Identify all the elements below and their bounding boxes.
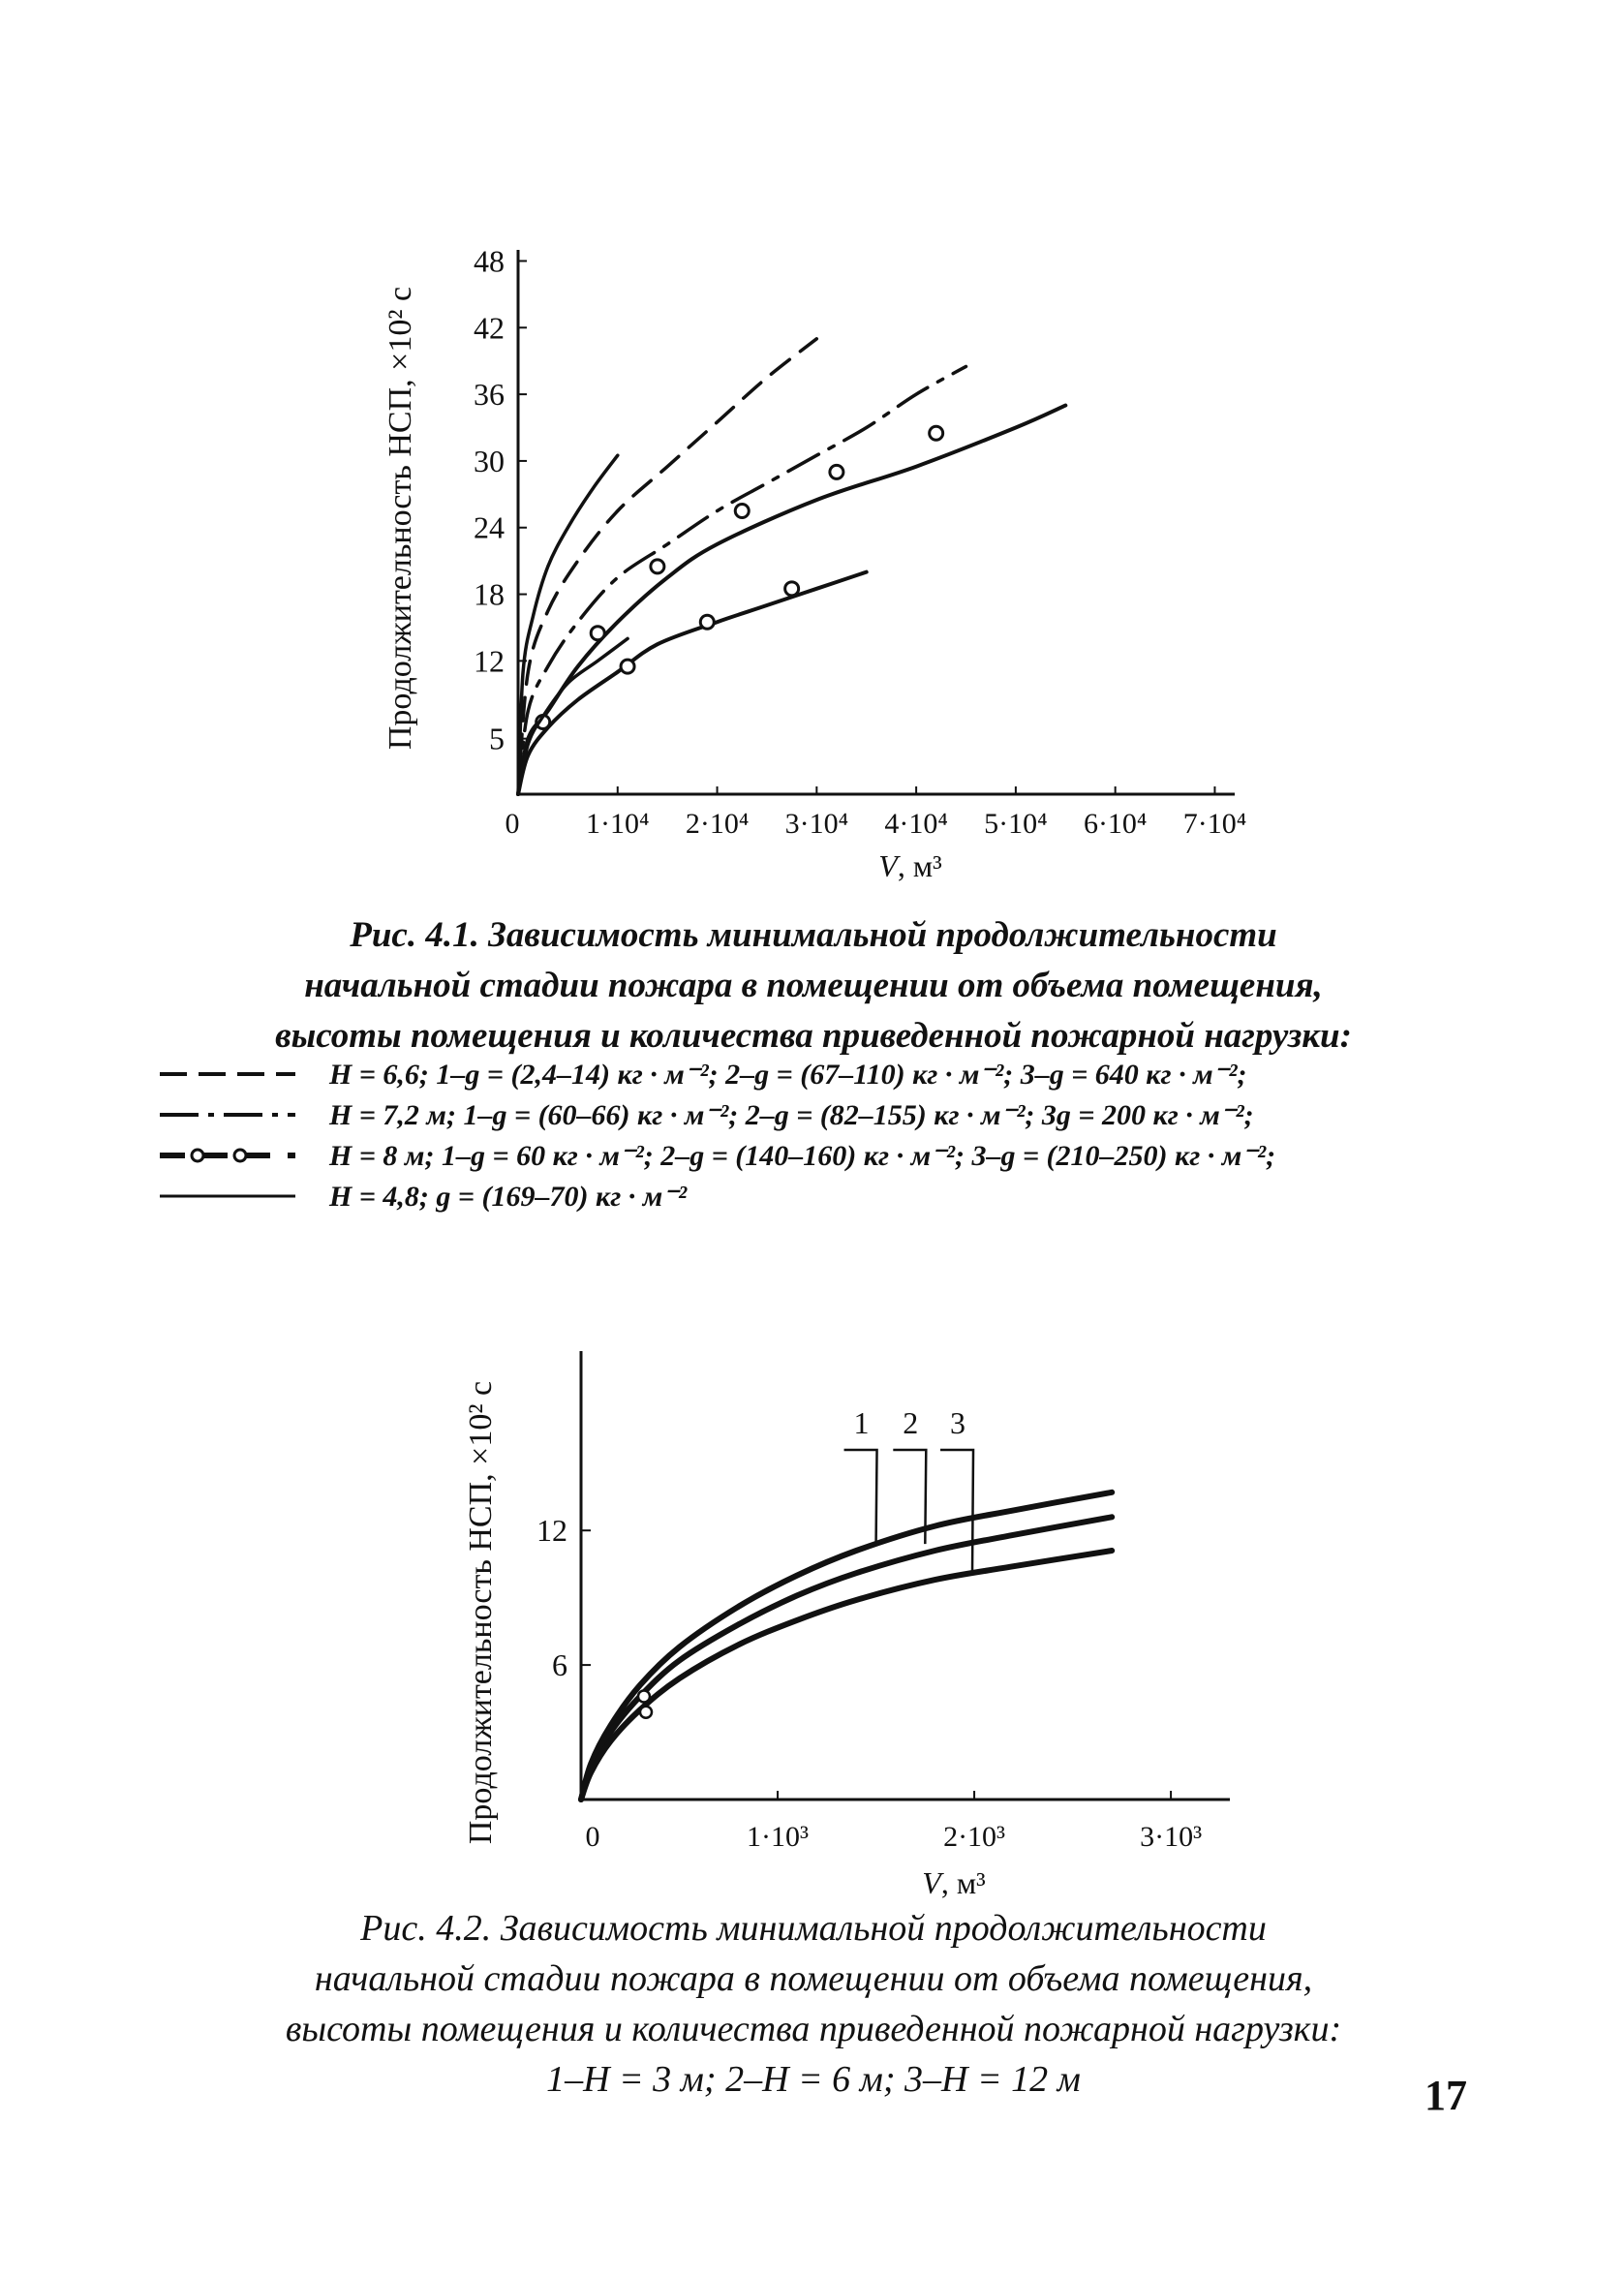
chart2-series-line-1 [581, 1492, 1112, 1800]
figure-4-1-legend [155, 1054, 1491, 1216]
chart2-x-tick-label: 0 [585, 1821, 600, 1853]
chart1-series-line-2-dashdot [518, 366, 966, 794]
chart1-ylabel: Продолжительность НСП, ×10² с [383, 286, 418, 751]
chart2-series-line-2 [581, 1517, 1112, 1800]
caption1-line-1: Рис. 4.1. Зависимость минимальной продолжительности [350, 915, 1277, 955]
chart1-y-tick-label: 5 [489, 721, 505, 756]
chart1-x-tick-label: 6·10⁴ [1083, 808, 1148, 840]
dashed-line-swatch [155, 1064, 300, 1084]
chart1-data-point [735, 505, 749, 518]
chart1-series-line-1-dashed [518, 339, 816, 794]
legend-text-dashed: H = 6,6; 1–g = (2,4–14) кг · м⁻²; 2–g = (67–110) кг · м⁻²; 3–g = 640 кг · м⁻²; [329, 1058, 1247, 1091]
chart1-axes [518, 250, 1235, 794]
chart-4-2 [463, 1351, 1230, 1900]
chart2-callout-leader-3 [940, 1450, 973, 1571]
chart1-y-tick-label: 24 [474, 509, 505, 545]
chart2-x-tick-label: 3·10³ [1140, 1821, 1203, 1853]
chart1-data-point [651, 560, 664, 573]
caption1-line-2: начальной стадии пожара в помещении от объема помещения, [304, 966, 1323, 1005]
chart1-x-tick-label: 5·10⁴ [984, 808, 1048, 840]
chart1-y-tick-label: 18 [474, 576, 505, 612]
legend-row-dashed [155, 1054, 1491, 1094]
chart1-y-tick-label: 12 [474, 643, 505, 679]
solid-line-swatch [155, 1186, 300, 1206]
caption1-line-3: высоты помещения и количества приведенной пожарной нагрузки: [275, 1016, 1352, 1056]
figure-4-2-caption [184, 1903, 1443, 2105]
chart1-y-tick-label: 30 [474, 443, 505, 478]
chart1-data-point [785, 582, 799, 596]
legend-row-circle [155, 1135, 1491, 1176]
chart1-y-tick-label: 48 [474, 243, 505, 279]
chart2-callout-leader-1 [844, 1450, 877, 1546]
caption2-line-3: высоты помещения и количества приведенной пожарной нагрузки: [285, 2009, 1342, 2049]
chart1-y-tick-label: 42 [474, 310, 505, 346]
figure-4-1-caption [174, 910, 1453, 1062]
chart1-series-line-3-circle [518, 406, 1065, 794]
legend-text-solid: H = 4,8; g = (169–70) кг · м⁻² [329, 1180, 688, 1213]
chart1-series [518, 339, 1065, 794]
chart2-data-point [638, 1691, 650, 1703]
chart2-x-tick-label: 1·10³ [747, 1821, 810, 1853]
chart2-callout-label-2: 2 [903, 1405, 919, 1440]
chart1-data-point [830, 465, 843, 478]
chart2-series [581, 1492, 1112, 1800]
chart2-y-tick-label: 12 [536, 1513, 567, 1549]
chart2-y-tick-label: 6 [552, 1647, 567, 1683]
chart-4-1 [383, 243, 1246, 883]
caption2-line-4: 1–H = 3 м; 2–H = 6 м; 3–H = 12 м [546, 2059, 1081, 2100]
chart2-data-point [640, 1707, 652, 1718]
page-number: 17 [1425, 2072, 1467, 2119]
circle-line-swatch [155, 1146, 300, 1165]
chart1-x-tick-label: 4·10⁴ [884, 808, 948, 840]
chart1-y-tick-label: 36 [474, 377, 505, 413]
legend-row-solid [155, 1176, 1491, 1216]
chart2-xlabel: V, м³ [922, 1865, 986, 1900]
chart1-series-line-4-circle [518, 572, 867, 794]
chart1-x-tick-label: 3·10⁴ [784, 808, 849, 840]
chart1-x-tick-label: 2·10⁴ [685, 808, 750, 840]
chart1-data-point [930, 426, 943, 440]
caption2-line-2: начальной стадии пожара в помещении от объема помещения, [314, 1958, 1313, 1999]
legend-text-circle: H = 8 м; 1–g = 60 кг · м⁻²; 2–g = (140–160) кг · м⁻²; 3–g = (210–250) кг · м⁻²; [329, 1139, 1276, 1172]
chart1-data-point [621, 660, 634, 673]
legend-text-dashdot: H = 7,2 м; 1–g = (60–66) кг · м⁻²; 2–g = (82–155) кг · м⁻²; 3g = 200 кг · м⁻²; [329, 1098, 1254, 1131]
legend-row-dashdot [155, 1094, 1491, 1135]
chart1-xlabel: V, м³ [878, 848, 942, 883]
chart2-x-tick-label: 2·10³ [943, 1821, 1006, 1853]
chart1-series-line-6-solid [518, 638, 628, 794]
chart1-x-tick-label: 0 [505, 808, 520, 840]
chart1-x-tick-label: 1·10⁴ [586, 808, 650, 840]
chart1-x-tick-label: 7·10⁴ [1182, 808, 1247, 840]
chart1-data-point [591, 627, 604, 640]
dashdot-line-swatch [155, 1105, 300, 1124]
chart2-y-ticks [536, 1513, 591, 1682]
chart1-data-point [700, 615, 714, 629]
chart2-callout-label-3: 3 [950, 1405, 966, 1440]
caption2-line-1: Рис. 4.2. Зависимость минимальной продолжительности [360, 1908, 1267, 1949]
chart2-ylabel: Продолжительность НСП, ×10² с [463, 1380, 499, 1845]
chart2-callout-label-1: 1 [853, 1405, 870, 1440]
